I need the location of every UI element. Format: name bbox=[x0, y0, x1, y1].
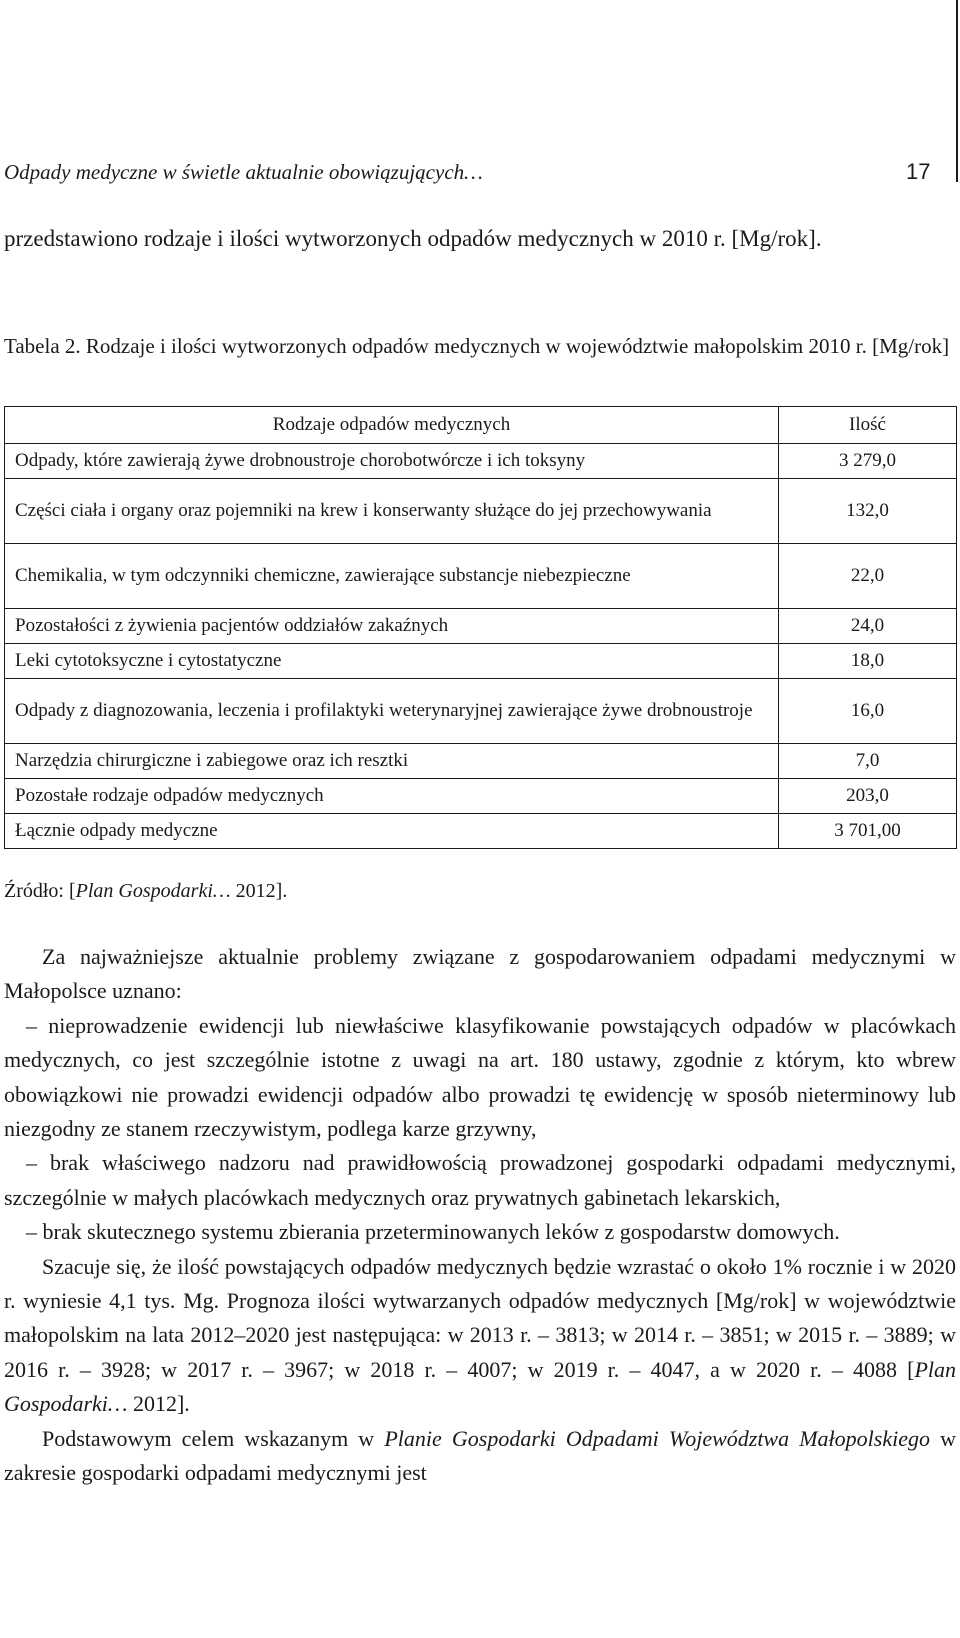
table-row bbox=[5, 609, 957, 644]
row-label: Leki cytotoksyczne i cytostatyczne bbox=[5, 644, 779, 679]
paragraph: Za najważniejsze aktualnie problemy związane z gospodarowaniem odpadami medycznymi w Małopolsce uznano: bbox=[4, 944, 956, 1004]
table-row bbox=[5, 679, 957, 744]
plan-title: Planie Gospodarki Odpadami Województwa Małopolskiego bbox=[384, 1425, 930, 1451]
citation-title: Plan Gospodarki… bbox=[4, 1356, 956, 1417]
row-value: 3 701,00 bbox=[779, 814, 957, 849]
row-value: 7,0 bbox=[779, 744, 957, 779]
list-item: – brak właściwego nadzoru nad prawidłowością prowadzonej gospodarki odpadami medycznymi, szczególnie w małych placówkach medycznych oraz prywatnych gabinetach lekarskich, bbox=[4, 1150, 956, 1210]
column-header-amount: Ilość bbox=[779, 407, 957, 444]
table-row bbox=[5, 479, 957, 544]
table-total-row bbox=[5, 814, 957, 849]
row-label: Chemikalia, w tym odczynniki chemiczne, zawierające substancje niebezpieczne bbox=[5, 544, 779, 609]
intro-paragraph: przedstawiono rodzaje i ilości wytworzonych odpadów medycznych w 2010 r. [Mg/rok]. bbox=[4, 226, 822, 251]
source-title: Plan Gospodarki… bbox=[75, 880, 231, 902]
source-suffix: 2012]. bbox=[230, 880, 288, 902]
waste-table bbox=[4, 406, 957, 849]
row-value: 22,0 bbox=[779, 544, 957, 609]
table-caption: Tabela 2. Rodzaje i ilości wytworzonych odpadów medycznych w województwie małopolskim 2010 r. [Mg/rok] bbox=[4, 334, 950, 358]
page-number: 17 bbox=[906, 159, 931, 184]
paragraph bbox=[4, 1422, 956, 1491]
paragraph-text-end: w zakresie gospodarki odpadami medycznymi jest bbox=[4, 1425, 956, 1486]
row-label: Narzędzia chirurgiczne i zabiegowe oraz ich resztki bbox=[5, 744, 779, 779]
row-label: Odpady, które zawierają żywe drobnoustroje chorobotwórcze i ich toksyny bbox=[5, 444, 779, 479]
running-title: Odpady medyczne w świetle aktualnie obowiązujących… bbox=[4, 160, 483, 184]
table-row bbox=[5, 644, 957, 679]
table-header-row bbox=[5, 407, 957, 444]
list-item: – brak skutecznego systemu zbierania przeterminowanych leków z gospodarstw domowych. bbox=[26, 1219, 840, 1245]
table-source bbox=[4, 876, 954, 906]
body-text bbox=[4, 940, 956, 1491]
source-prefix: Źródło: [ bbox=[4, 880, 76, 902]
table-row bbox=[5, 779, 957, 814]
paragraph-text: Podstawowym celem wskazanym w bbox=[42, 1425, 385, 1451]
list-item: – nieprowadzenie ewidencji lub niewłaściwe klasyfikowanie powstających odpadów w placówkach medycznych, co jest szczególnie istotne z uwagi na art. 180 ustawy, zgodnie z którym, kto wbrew obowiązkowi nie prowadzi ewidencji odpadów albo prowadzi tę ewidencję w sposób nieterminowy lub niezgodny ze stanem rzeczywistym, podlega karze grzywny, bbox=[4, 1012, 956, 1142]
row-value: 16,0 bbox=[779, 679, 957, 744]
row-value: 18,0 bbox=[779, 644, 957, 679]
paragraph-text: Szacuje się, że ilość powstających odpadów medycznych będzie wzrastać o około 1% rocznie i w 2020 r. wyniesie 4,1 tys. Mg. Prognoza ilości wytwarzanych odpadów medycznych [Mg/rok] w województwie małopolskim na lata 2012–2020 jest następująca: w 2013 r. – 3813; w 2014 r. – 3851; w 2015 r. – 3889; w 2016 r. – 3928; w 2017 r. – 3967; w 2018 r. – 4007; w 2019 r. – 4047, a w 2020 r. – 4088 [ bbox=[4, 1253, 956, 1382]
row-label: Odpady z diagnozowania, leczenia i profilaktyki weterynaryjnej zawierające żywe drobnoustroje bbox=[5, 679, 779, 744]
table-row bbox=[5, 544, 957, 609]
row-value: 3 279,0 bbox=[779, 444, 957, 479]
paragraph bbox=[4, 1250, 956, 1422]
row-value: 24,0 bbox=[779, 609, 957, 644]
row-label: Pozostałości z żywienia pacjentów oddziałów zakaźnych bbox=[5, 609, 779, 644]
row-label: Pozostałe rodzaje odpadów medycznych bbox=[5, 779, 779, 814]
row-value: 132,0 bbox=[779, 479, 957, 544]
row-label: Części ciała i organy oraz pojemniki na krew i konserwanty służące do jej przechowywania bbox=[5, 479, 779, 544]
table-row bbox=[5, 444, 957, 479]
paragraph-text-end: 2012]. bbox=[127, 1391, 190, 1417]
header-rule bbox=[956, 0, 958, 182]
table-row bbox=[5, 744, 957, 779]
row-value: 203,0 bbox=[779, 779, 957, 814]
column-header-type: Rodzaje odpadów medycznych bbox=[5, 407, 779, 444]
row-label: Łącznie odpady medyczne bbox=[5, 814, 779, 849]
